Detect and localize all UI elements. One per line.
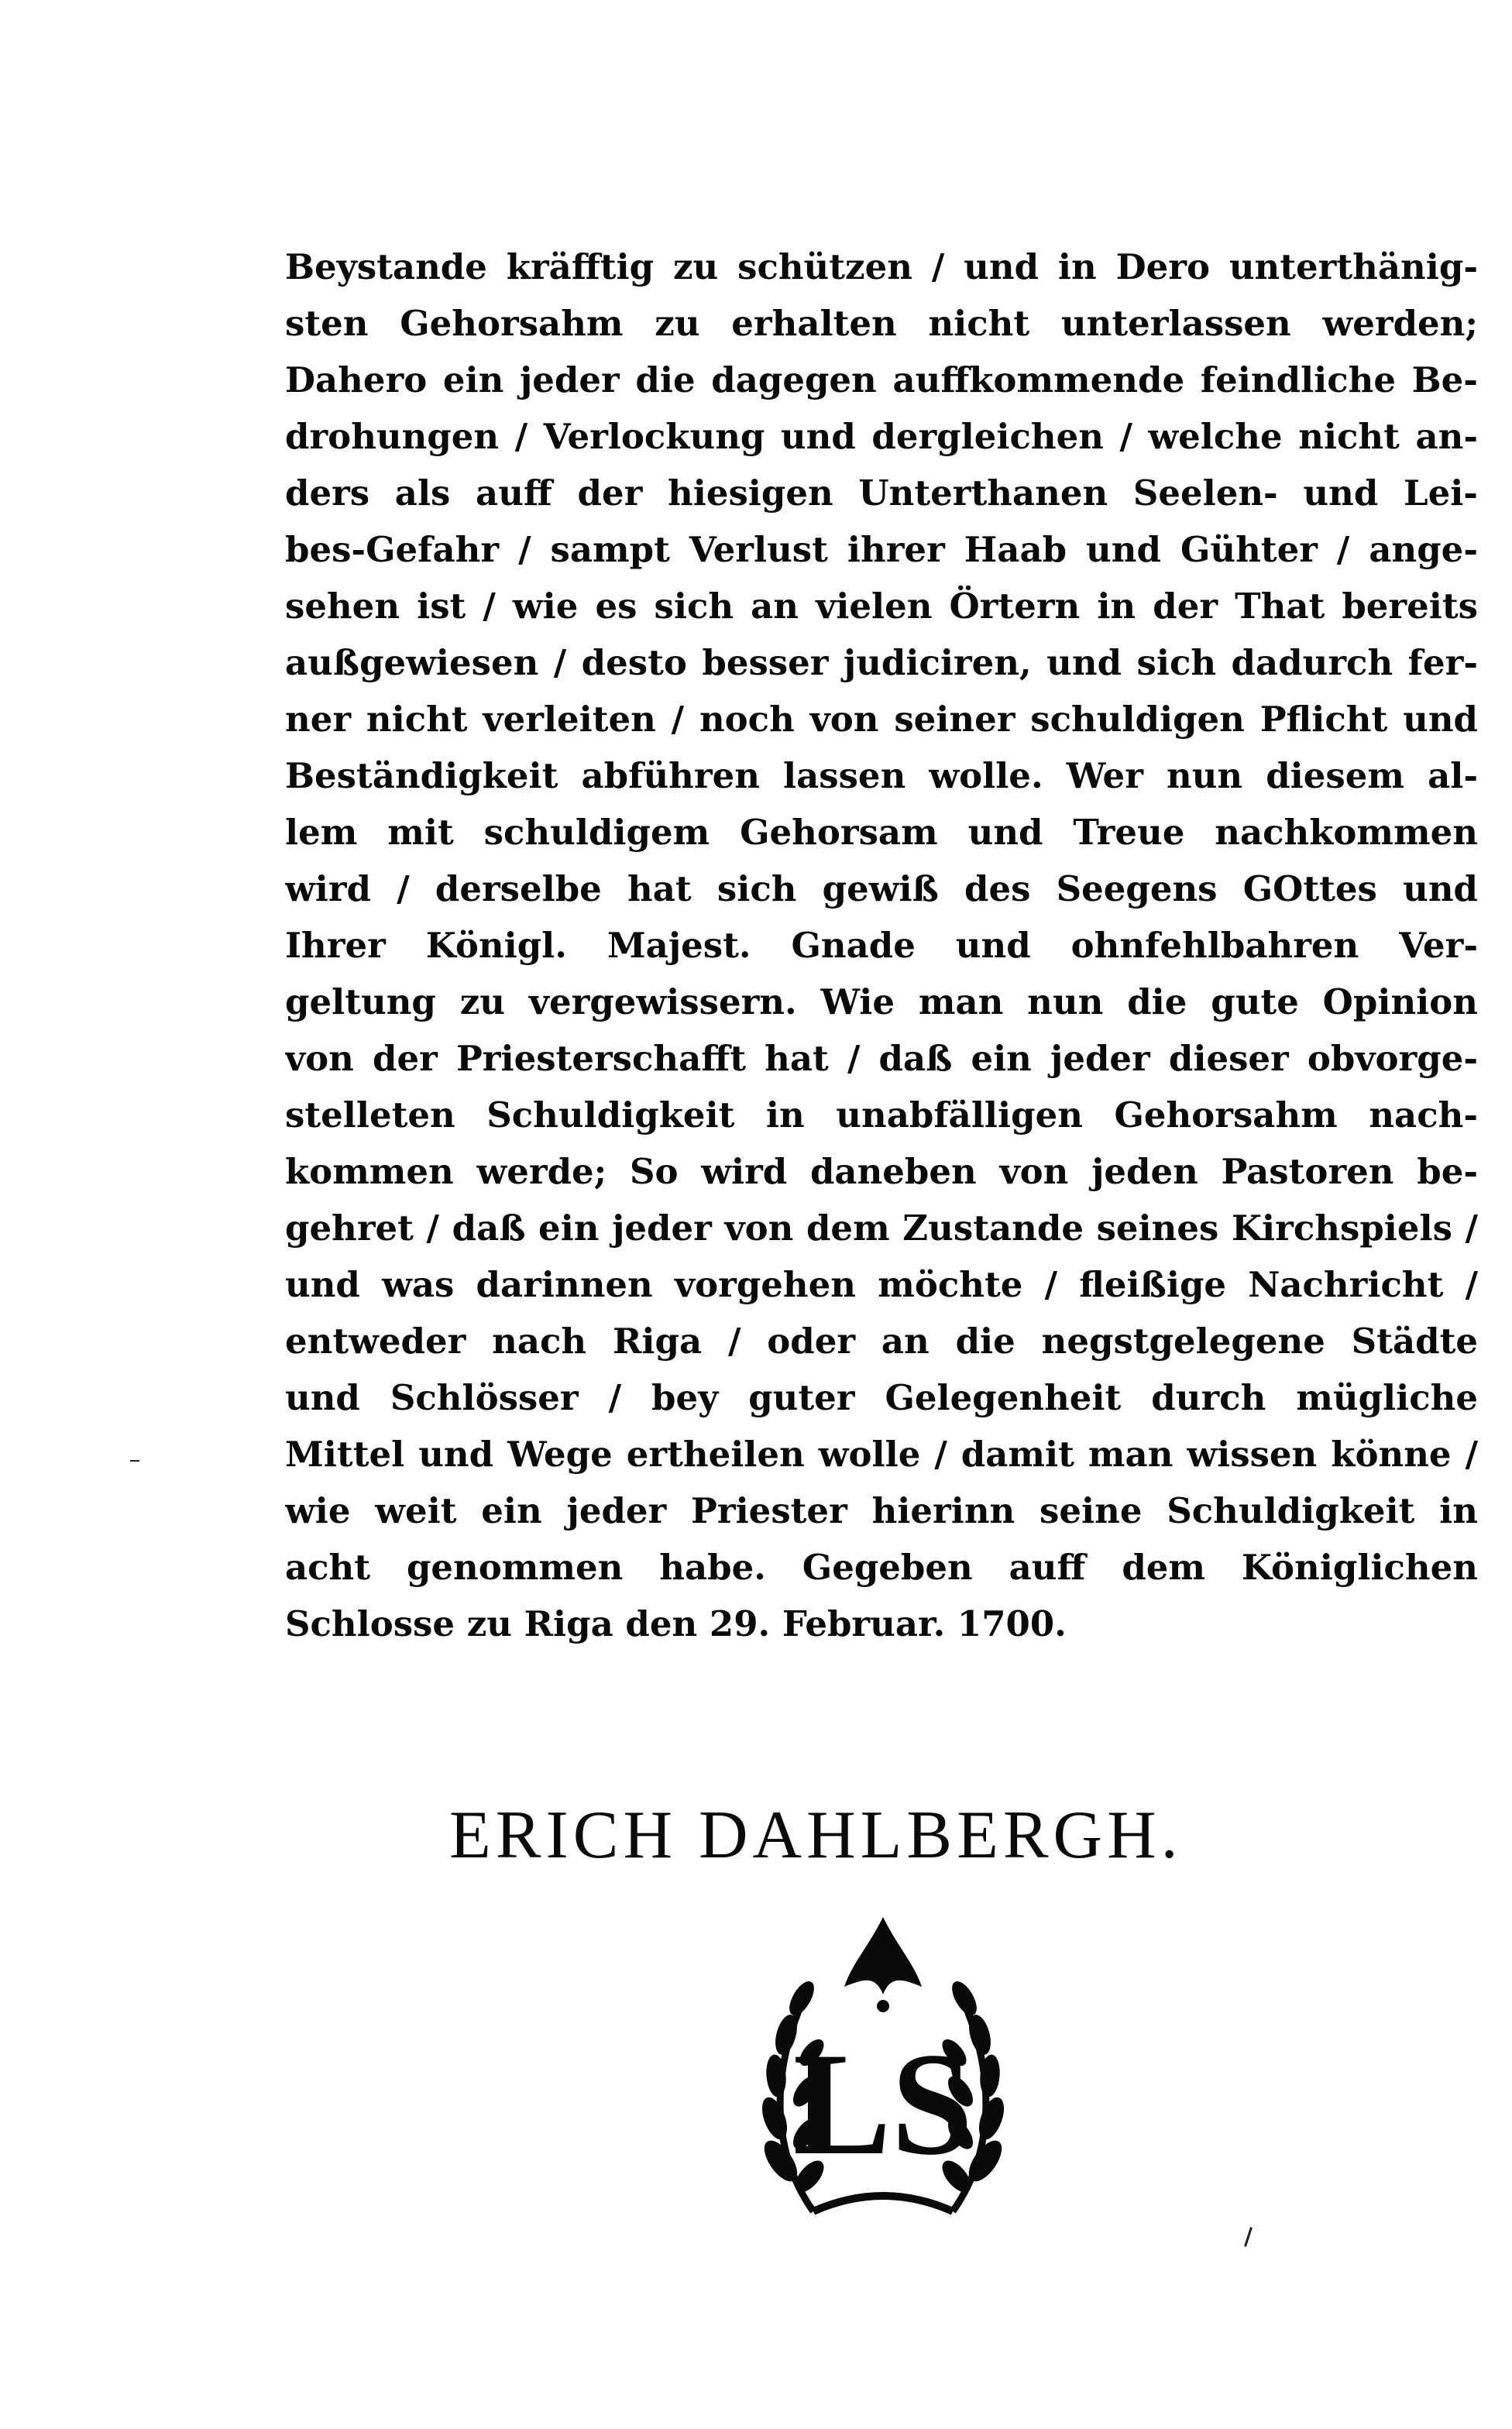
text-line: wird / derselbe hat sich gewiß des Seegens GOttes und (285, 868, 1478, 909)
text-line: geltung zu vergewissern. Wie man nun die gute Opinion (285, 981, 1478, 1022)
text-line: entweder nach Riga / oder an die negstgelegene Städte (285, 1321, 1478, 1362)
signature: ERICH DAHLBERGH. (449, 1798, 1183, 1873)
fleuron-icon (844, 1917, 922, 2012)
text-line: acht genommen habe. Gegeben auff dem Königlichen (285, 1547, 1478, 1588)
text-line: ders als auff der hiesigen Unterthanen Seelen- und Lei- (285, 472, 1478, 514)
text-line: stelleten Schuldigkeit in unabfälligen Gehorsahm nach- (285, 1094, 1478, 1135)
text-line: ner nicht verleiten / noch von seiner schuldigen Pflicht und (285, 699, 1478, 740)
text-line: sehen ist / wie es sich an vielen Örtern in der That bereits (285, 586, 1478, 627)
text-line: sten Gehorsahm zu erhalten nicht unterlassen werden; (285, 303, 1478, 344)
ribbon-icon (813, 2196, 953, 2211)
text-line: und Schlösser / bey guter Gelegenheit durch mügliche (285, 1377, 1478, 1418)
text-line: gehret / daß ein jeder von dem Zustande seines Kirchspiels / (285, 1208, 1478, 1249)
body-text (285, 239, 1478, 1652)
text-line: kommen werde; So wird daneben von jeden Pastoren be- (285, 1151, 1478, 1192)
date-line: Schlosse zu Riga den 29. Februar. 1700. (285, 1603, 1067, 1644)
text-line: drohungen / Verlockung und dergleichen / welche nicht an- (285, 416, 1478, 457)
text-line: wie weit ein jeder Priester hierinn seine Schuldigkeit in (285, 1490, 1478, 1531)
ls-seal-emblem (720, 1902, 1046, 2227)
scan-speck (130, 1460, 139, 1462)
text-line: Ihrer Königl. Majest. Gnade und ohnfehlbahren Ver- (285, 925, 1478, 966)
text-line: Beständigkeit abführen lassen wolle. Wer nun diesem al- (285, 755, 1478, 796)
scan-speck (1244, 2227, 1253, 2247)
text-line: lem mit schuldigem Gehorsam und Treue nachkommen (285, 812, 1478, 853)
text-line: Dahero ein jeder die dagegen auffkommende feindliche Be- (285, 359, 1478, 400)
text-line: und was darinnen vorgehen möchte / fleißige Nachricht / (285, 1264, 1478, 1305)
text-line: Beystande kräfftig zu schützen / und in Dero unterthänig- (285, 246, 1478, 287)
text-line: außgewiesen / desto besser judiciren, und sich dadurch fer- (285, 642, 1478, 683)
text-line: von der Priesterschafft hat / daß ein jeder dieser obvorge- (285, 1038, 1478, 1079)
seal-letters: LS (792, 2023, 974, 2186)
text-line: Mittel und Wege ertheilen wolle / damit man wissen könne / (285, 1434, 1478, 1475)
text-line: bes-Gefahr / sampt Verlust ihrer Haab und Gühter / ange- (285, 529, 1478, 570)
